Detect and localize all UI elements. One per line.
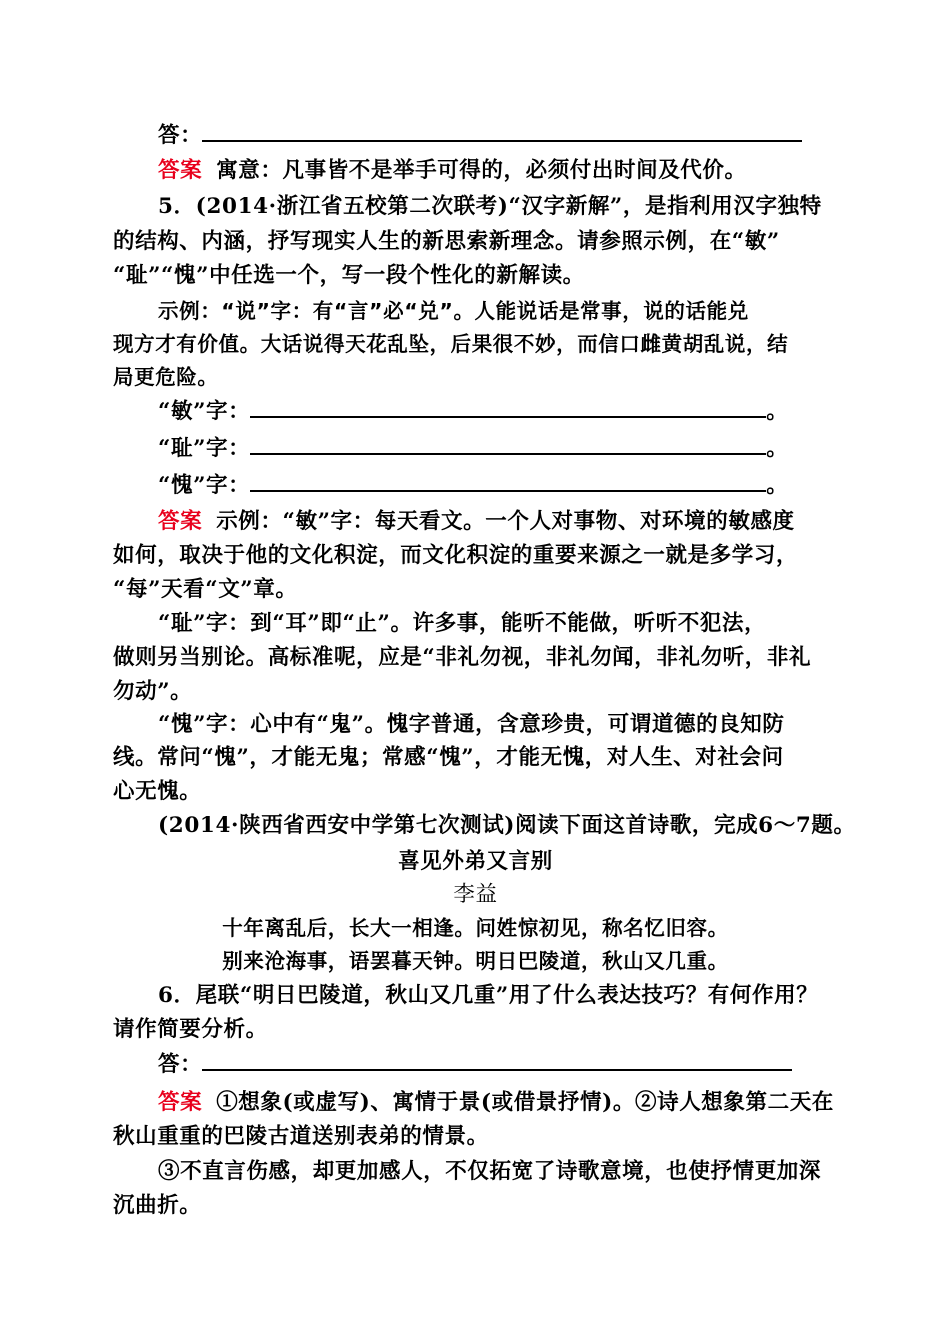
q5-blank-chi[interactable] — [250, 433, 766, 455]
q6-answer-line — [158, 1049, 838, 1083]
q5-answer-text-1: 示例：“敏”字：每天看文。一个人对事物、对环境的敏感度 — [216, 509, 795, 534]
q6-stem-line-1: 6．尾联“明日巴陵道，秋山又几重”用了什么表达技巧？有何作用？ — [158, 983, 819, 1008]
q6-answer-key-line-1 — [158, 1087, 838, 1121]
q4-answer-key — [158, 155, 838, 189]
q5-answer-line-9: 心无愧。 — [113, 779, 202, 804]
q5-answer-line-7: “愧”字：心中有“鬼”。愧字普通，含意珍贵，可谓道德的良知防 — [158, 712, 785, 737]
q4-answer-blank[interactable] — [202, 120, 802, 142]
q5-blank-min-label: “敏”字： — [158, 399, 251, 424]
poem-line-2: 别来沧海事，语罢暮天钟。明日巴陵道，秋山又几重。 — [222, 949, 729, 973]
q5-blank-min[interactable] — [250, 396, 766, 418]
period: 。 — [766, 436, 789, 461]
poem-author: 李益 — [453, 882, 498, 907]
q6-answer-blank[interactable] — [202, 1049, 792, 1071]
q5-stem-line-2: 的结构、内涵，抒写现实人生的新思索新理念。请参照示例，在“敏” — [113, 229, 780, 254]
q5-answer-line-4: “耻”字：到“耳”即“止”。许多事，能听不能做，听听不犯法， — [158, 611, 767, 636]
q5-example-line-2: 现方才有价值。大话说得天花乱坠，后果很不妙，而信口雌黄胡乱说，结 — [113, 332, 789, 356]
answer-label: 答案 — [158, 1090, 203, 1115]
period: 。 — [766, 399, 789, 424]
q5-example-line-3: 局更危险。 — [113, 365, 219, 389]
q5-source: (2014·浙江省五校第二次联考) — [195, 194, 509, 219]
q5-stem-text-1: “汉字新解”，是指利用汉字独特 — [508, 194, 822, 219]
q6-stem-line-2: 请作简要分析。 — [113, 1017, 268, 1042]
poem-intro-source: (2014·陕西省西安中学第七次测试) — [158, 813, 516, 838]
poem-intro-text: 阅读下面这首诗歌，完成6～7题。 — [515, 813, 856, 838]
answer-label: 答案 — [158, 509, 203, 534]
answer-prompt: 答： — [158, 1052, 203, 1077]
q6-answer-key-line-4: 沉曲折。 — [113, 1193, 202, 1218]
q5-blank-chi-line — [158, 433, 838, 467]
q5-stem-line-1 — [158, 191, 838, 225]
poem-intro — [158, 810, 856, 844]
q6-answer-key-line-3: ③不直言伤感，却更加感人，不仅拓宽了诗歌意境，也使抒情更加深 — [158, 1159, 822, 1184]
q5-answer-line-2: 如何，取决于他的文化积淀，而文化积淀的重要来源之一就是多学习， — [113, 543, 799, 568]
q5-number: 5． — [158, 194, 196, 219]
q4-answer-line — [158, 120, 838, 154]
q5-answer-line-5: 做则另当别论。高标准呢，应是“非礼勿视，非礼勿闻，非礼勿听，非礼 — [113, 645, 812, 670]
answer-label: 答案 — [158, 158, 203, 183]
q5-blank-chi-label: “耻”字： — [158, 436, 251, 461]
q5-blank-min-line — [158, 396, 838, 430]
q5-stem-line-3: “耻”“愧”中任选一个，写一段个性化的新解读。 — [113, 263, 585, 288]
answer-prompt: 答： — [158, 123, 203, 148]
q5-answer-line-6: 勿动”。 — [113, 679, 193, 704]
q4-answer-text: 寓意：凡事皆不是举手可得的，必须付出时间及代价。 — [216, 158, 747, 183]
q5-answer-line-1 — [158, 506, 838, 540]
q5-example-line-1: 示例：“说”字：有“言”必“兑”。人能说话是常事，说的话能兑 — [158, 299, 749, 323]
q5-blank-kui[interactable] — [250, 470, 766, 492]
q6-answer-text-1: ①想象(或虚写)、寓情于景(或借景抒情)。②诗人想象第二天在 — [216, 1090, 834, 1115]
poem-line-1: 十年离乱后，长大一相逢。问姓惊初见，称名忆旧容。 — [222, 916, 729, 940]
q5-blank-kui-label: “愧”字： — [158, 473, 251, 498]
period: 。 — [766, 473, 789, 498]
q5-answer-line-3: “每”天看“文”章。 — [113, 577, 298, 602]
q5-blank-kui-line — [158, 470, 838, 504]
q6-answer-key-line-2: 秋山重重的巴陵古道送别表弟的情景。 — [113, 1124, 489, 1149]
q5-answer-line-8: 线。常问“愧”，才能无鬼；常感“愧”，才能无愧，对人生、对社会问 — [113, 745, 784, 770]
poem-title: 喜见外弟又言别 — [398, 849, 553, 874]
